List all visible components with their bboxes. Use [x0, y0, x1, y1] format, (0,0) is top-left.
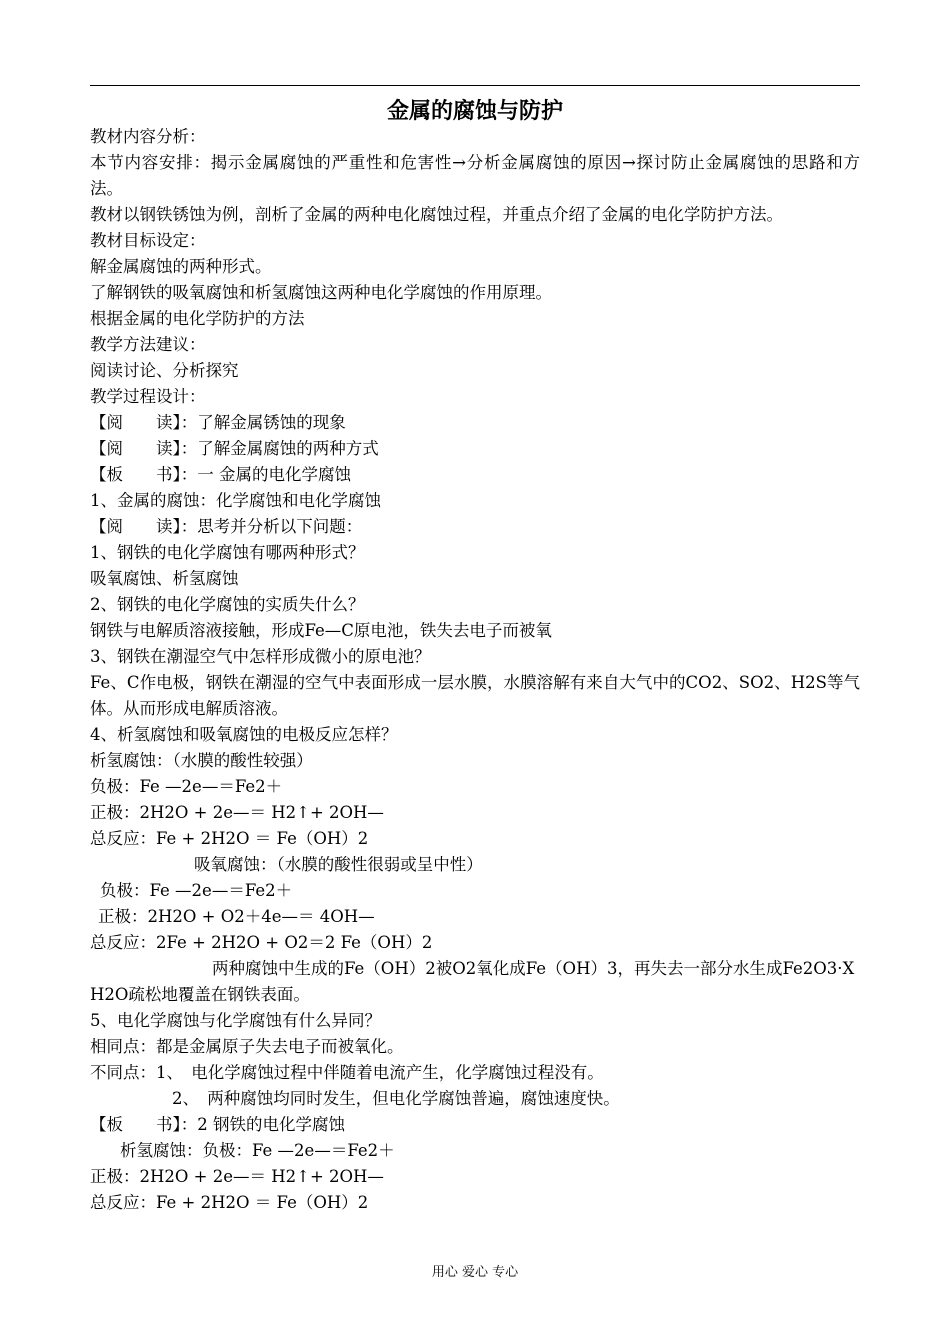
text-line: 负极：Fe —2e—＝Fe2＋: [100, 881, 293, 900]
text-line: 教学方法建议：: [90, 335, 206, 354]
text-line: 钢铁与电解质溶液接触，形成Fe—C原电池，铁失去电子而被氧: [90, 621, 552, 640]
text-line: 【阅 读】：了解金属腐蚀的两种方式: [90, 439, 379, 458]
document-body: [90, 124, 860, 1216]
text-line: 教学过程设计：: [90, 387, 206, 406]
text-paragraph: 教材以钢铁锈蚀为例，剖析了金属的两种电化腐蚀过程，并重点介绍了金属的电化学防护方法。: [90, 205, 783, 224]
text-line: 了解钢铁的吸氧腐蚀和析氢腐蚀这两种电化学腐蚀的作用原理。: [90, 283, 552, 302]
text-line: 2、 两种腐蚀均同时发生，但电化学腐蚀普遍，腐蚀速度快。: [172, 1089, 620, 1108]
text-paragraph: 两种腐蚀中生成的Fe（OH）2被O2氧化成Fe（OH）3，再失去一部分水生成Fe2O3·X H2O疏松地覆盖在钢铁表面。: [90, 959, 855, 1004]
text-line: 正极：2H2O + O2＋4e—＝ 4OH—: [98, 907, 375, 926]
text-line: 不同点：1、 电化学腐蚀过程中伴随着电流产生，化学腐蚀过程没有。: [90, 1063, 604, 1082]
text-line: 解金属腐蚀的两种形式。: [90, 257, 272, 276]
text-line: 2、钢铁的电化学腐蚀的实质失什么？: [90, 595, 365, 614]
header-rule: [90, 85, 860, 86]
text-line: 4、析氢腐蚀和吸氧腐蚀的电极反应怎样？: [90, 725, 398, 744]
text-line: 【阅 读】：了解金属锈蚀的现象: [90, 413, 346, 432]
text-line: 吸氧腐蚀：（水膜的酸性很弱或呈中性）: [194, 855, 483, 874]
text-paragraph: Fe、C作电极，钢铁在潮湿的空气中表面形成一层水膜，水膜溶解有来自大气中的CO2、SO2、H2S等气体。从而形成电解质溶液。: [90, 673, 860, 718]
text-line: 1、钢铁的电化学腐蚀有哪两种形式？: [90, 543, 365, 562]
page-title: 金属的腐蚀与防护: [386, 99, 563, 124]
text-line: 5、电化学腐蚀与化学腐蚀有什么异同？: [90, 1011, 381, 1030]
text-line: 【板 书】：一 金属的电化学腐蚀: [90, 465, 351, 484]
text-line: 正极：2H2O + 2e—＝ H2↑+ 2OH—: [90, 1167, 384, 1186]
text-line: 1、金属的腐蚀：化学腐蚀和电化学腐蚀: [90, 491, 381, 510]
text-line: 析氢腐蚀：负极：Fe —2e—＝Fe2＋: [120, 1141, 395, 1160]
text-line: 【阅 读】：思考并分析以下问题：: [90, 517, 363, 536]
text-line: 总反应：2Fe + 2H2O + O2＝2 Fe（OH）2: [90, 933, 433, 952]
text-line: 正极：2H2O + 2e—＝ H2↑+ 2OH—: [90, 803, 384, 822]
text-line: 吸氧腐蚀、析氢腐蚀: [90, 569, 239, 588]
text-paragraph: 本节内容安排：揭示金属腐蚀的严重性和危害性→分析金属腐蚀的原因→探讨防止金属腐蚀的思路和方法。: [90, 153, 860, 198]
text-line: 总反应：Fe + 2H2O ＝ Fe（OH）2: [90, 829, 369, 848]
text-line: 【板 书】：2 钢铁的电化学腐蚀: [90, 1115, 345, 1134]
text-line: 教材内容分析：: [90, 127, 206, 146]
text-line: 负极：Fe —2e—＝Fe2＋: [90, 777, 283, 796]
text-line: 总反应：Fe + 2H2O ＝ Fe（OH）2: [90, 1193, 369, 1212]
text-line: 根据金属的电化学防护的方法: [90, 309, 305, 328]
page-footer: 用心 爱心 专心: [431, 1265, 519, 1280]
text-line: 3、钢铁在潮湿空气中怎样形成微小的原电池？: [90, 647, 431, 666]
text-line: 析氢腐蚀：（水膜的酸性较强）: [90, 751, 313, 770]
text-line: 相同点：都是金属原子失去电子而被氧化。: [90, 1037, 404, 1056]
text-line: 阅读讨论、分析探究: [90, 361, 239, 380]
text-line: 教材目标设定：: [90, 231, 206, 250]
